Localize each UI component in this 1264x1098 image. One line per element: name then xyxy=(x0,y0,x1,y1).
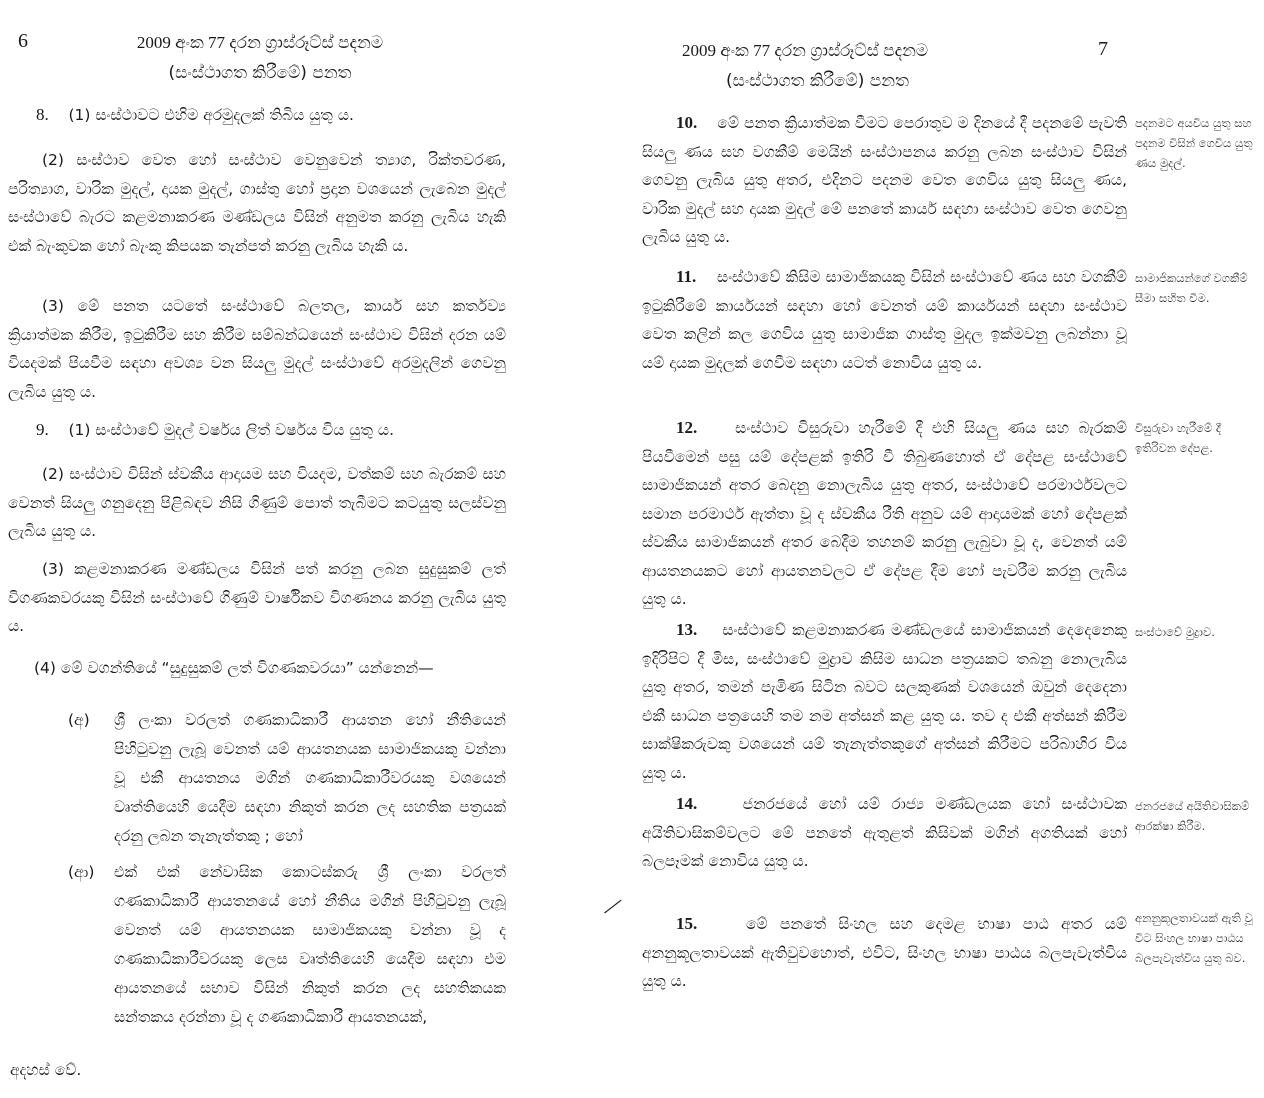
subclause-a xyxy=(68,706,506,851)
subclause-text: ශ්‍රී ලංකා වරලත් ගණකාධිකාරී ආයතන හෝ නීතියෙන් පිහිටුවනු ලැබූ වෙනත් යම් ආයතනයක සාමාජිකයකු වන්නා වූ එකී ආයතනය මගින් ගණකාධිකාරීවරයකු වශයෙන් වෘත්තියෙහි යෙදීම සඳහා නිකුත් කරන ලද සහතික පත්‍රයක් දරනු ලබන තැනැත්තකු ; හෝ xyxy=(114,711,506,845)
section-text: සංස්ථාවේ කළමනාකරණ මණ්ඩලයේ සාමාජිකයන් දෙදෙනෙකු ඉදිරිපිට දී මිස, සංස්ථාවේ මුද්‍රාව කිසිම සාධන පත්‍රයකට තබනු නොලැබිය යුතු අතර, තමන් පැමිණ සිටින බවට සලකුණක් වශයෙන් ඔවුන් දෙදෙනා එකී සාධන පත්‍රයෙහි තම නම අත්සන් කළ යුතු ය. තව ද එකී අත්සන් කිරීම සාක්ෂිකරුවකු වශයෙන් යම් තැනැත්තකුගේ අත්සන් කිරීමට පරිබාහිර විය යුතු ය. xyxy=(642,621,1127,782)
section-8-3 xyxy=(8,292,506,406)
section-text: (2) සංස්ථාව වෙත හෝ සංස්ථාව වෙනුවෙන් ත්‍යාග, රික්තවරණ, පරිත්‍යාග, වාරික මුදල්, දායක මුදල්, ගාස්තු හෝ ප්‍රදාන වශයෙන් ලැබෙන මුදල් සංස්ථාවේ බැරට කළමනාකරණ මණ්ඩලය විසින් අනුමත කරනු ලැබිය හැකි එක් බැංකුවක හෝ බැංකු කිපයක තැන්පත් කරනු ලැබිය හැකි ය. xyxy=(8,151,506,255)
page-number: 7 xyxy=(1098,38,1108,60)
section-9-1 xyxy=(36,416,506,445)
section-number: 14. xyxy=(676,794,698,813)
subclause-aa xyxy=(68,858,506,1032)
section-12 xyxy=(642,414,1127,614)
subclause-label: (අ) xyxy=(68,711,90,729)
section-8-2 xyxy=(8,146,506,260)
section-number: 12. xyxy=(676,418,698,437)
margin-note-13: සංස්ථාවේ මුද්‍රාව. xyxy=(1135,625,1215,639)
section-11 xyxy=(642,263,1127,377)
section-text: සංස්ථාව විසුරුවා හැරීමේ දී එහි සියලු ණය සහ බැරකම් පියවීමෙන් පසු යම් දේපළක් ඉතිරි වී තිබුණහොත් ඒ දේපළ සංස්ථාවේ සාමාජිකයන් අතර බෙදනු නොලැබිය යුතු අතර, සංස්ථාවේ පරමාර්ථවලට සමාන පරමාර්ථ ඇත්තා වූ ද ස්වකීය රීති අනුව යම් ආදායමක් හෝ දේපළක් ස්වකීය සාමාජිකයන් අතර බෙදීම තහනම් කරනු ලැබුවා වූ ද, වෙනත් යම් ආයතනයකට හෝ ආයතනවලට ඒ දේපළ දීම හෝ පැවරීම කරනු ලැබිය යුතු ය. xyxy=(642,419,1127,608)
section-text: මේ පනතේ සිංහල සහ දෙමළ භාෂා පාඨ අතර යම් අනනුකූලතාවයක් ඇතිවුවහොත්, එවිට, සිංහල භාෂා පාඨය බලපැවැත්විය යුතු ය. xyxy=(642,915,1127,990)
section-text: මේ පනත ක්‍රියාත්මක වීමට පෙරාතුව ම දිනයේ දී පදනමේ පැවති සියලු ණය සහ වගකීම් මෙයින් සංස්ථාපනය කරනු ලබන සංස්ථාව විසින් ගෙවනු ලැබිය යුතු අතර, එදිනට පදනම වෙත ගෙවිය යුතු සියලු ණය, වාරික මුදල් සහ දායක මුදල් මේ පනතේ කාර්ය සඳහා සංස්ථාව වෙත ගෙවනු ලැබිය යුතු ය. xyxy=(642,114,1127,246)
section-9-2 xyxy=(8,460,506,546)
section-text: (3) මේ පනත යටතේ සංස්ථාවේ බලතල, කාර්ය සහ කර්තව්‍ය ක්‍රියාත්මක කිරීම, ඉටුකිරීම සහ කිරීම සම්බන්ධයෙන් සංස්ථාව විසින් දරන යම් වියදමක් පියවීම සඳහා අවශ්‍ය වන සියලු මුදල් සංස්ථාවේ අරමුදලින් ගෙවනු ලැබිය යුතු ය. xyxy=(8,297,506,401)
right-page xyxy=(604,0,1264,1098)
section-15 xyxy=(642,910,1127,996)
section-9-4 xyxy=(34,654,506,683)
header-subtitle: (සංස්ථාගත කිරීමේ) පනත xyxy=(168,63,352,83)
scan-mark: ╱ xyxy=(604,895,622,918)
page-header xyxy=(80,28,440,88)
closing-text: අදහස් වේ. xyxy=(10,1061,82,1079)
section-text: (1) සංස්ථාවට එහිම අරමුදලක් තිබිය යුතු ය. xyxy=(68,106,354,124)
section-number: 10. xyxy=(676,113,698,132)
section-number: 9. xyxy=(36,420,49,439)
section-text: (4) මේ වගන්තියේ “සුදුසුකම් ලත් විගණකවරයා” යන්නෙන්— xyxy=(34,659,434,677)
section-8-1 xyxy=(36,101,506,130)
margin-note-15: අනනුකූලතාවයක් ඇති වූ විට සිංහල භාෂා පාඨය බලපැවැත්විය යුතු බව. xyxy=(1135,911,1253,965)
header-title: 2009 අංක 77 දරන ග්‍රාස්රූට්ස් පදනම xyxy=(682,41,929,60)
section-13 xyxy=(642,616,1127,787)
page-header xyxy=(682,36,982,96)
margin-note-14: ජනරජයේ අයිතිවාසිකම් ආරක්ෂා කිරීම. xyxy=(1135,799,1250,833)
section-14 xyxy=(642,790,1127,876)
section-10 xyxy=(642,109,1127,252)
margin-note-12: විසුරුවා හැරීමේ දී ඉතිරිවන දේපළ. xyxy=(1135,421,1221,455)
page-number: 6 xyxy=(18,30,28,52)
subclause-text: එක් එක් නේවාසික කොටස්කරු ශ්‍රී ලංකා වරලත් ගණකාධිකාරී ආයතනයේ හෝ නීතිය මගින් පිහිටුවනු ලැබූ වෙනත් යම් ආයතනයක සාමාජිකයකු වන්නා වූ ද ගණකාධිකාරීවරයකු ලෙස වෘත්තියෙහි යෙදීම සඳහා එම ආයතනයේ සභාව විසින් නිකුත් කරන ලද සහතිකයක සන්තකය දරන්නා වූ ද ගණකාධිකාරී ආයතනයක්, xyxy=(114,863,506,1026)
margin-note-11: සාමාජිකයන්ගේ වගකීම් සීමා සහිත වීම. xyxy=(1135,271,1248,305)
section-number: 15. xyxy=(676,914,698,933)
header-subtitle: (සංස්ථාගත කිරීමේ) පනත xyxy=(726,71,909,91)
section-number: 13. xyxy=(676,620,698,639)
section-text: (2) සංස්ථාව විසින් ස්වකීය ආදායම සහ වියදම, වත්කම් සහ බැරකම් සහ වෙනත් සියලු ගනුදෙනු පිළිබඳව නිසි ගිණුම් පොත් තැබීමට කටයුතු සලස්වනු ලැබිය යුතු ය. xyxy=(8,465,506,540)
header-title: 2009 අංක 77 දරන ග්‍රාස්රූට්ස් පදනම xyxy=(136,33,384,52)
margin-note-10: පදනමට අයවිය යුතු සහ පදනම විසින් ගෙවිය යුතු ණය මුදල්. xyxy=(1135,116,1253,170)
section-text: ජනරජයේ හෝ යම් රාජ්‍ය මණ්ඩලයක හෝ සංස්ථාවක අයිතිවාසිකම්වලට මේ පනතේ ඇතුළත් කිසිවක් මගින් අගතියක් හෝ බලපෑමක් නොවිය යුතු ය. xyxy=(642,795,1127,870)
section-9-3 xyxy=(8,555,506,641)
section-number: 8. xyxy=(36,105,49,124)
section-text: සංස්ථාවේ කිසිම සාමාජිකයකු විසින් සංස්ථාවේ ණය සහ වගකීම් ඉටුකිරීමේ කාර්යයන් සඳහා හෝ වෙනත් යම් කාර්යයන් සඳහා සංස්ථාව වෙත කලින් කල ගෙවිය යුතු සාමාජික ගාස්තු මුදල ඉක්මවනු ලබන්නා වූ යම් දායක මුදලක් ගෙවීම සඳහා යටත් නොවිය යුතු ය. xyxy=(642,268,1127,372)
section-text: (3) කළමනාකරණ මණ්ඩලය විසින් පත් කරනු ලබන සුදුසුකම් ලත් විගණකවරයකු විසින් සංස්ථාවේ ගිණුම් වාර්ෂිකව විගණනය කරනු ලැබිය යුතු ය. xyxy=(8,560,506,635)
subclause-label: (ආ) xyxy=(68,863,95,881)
section-text: (1) සංස්ථාවේ මුදල් වර්ෂය ලිත් වර්ෂය විය යුතු ය. xyxy=(68,421,395,439)
section-number: 11. xyxy=(676,267,697,286)
